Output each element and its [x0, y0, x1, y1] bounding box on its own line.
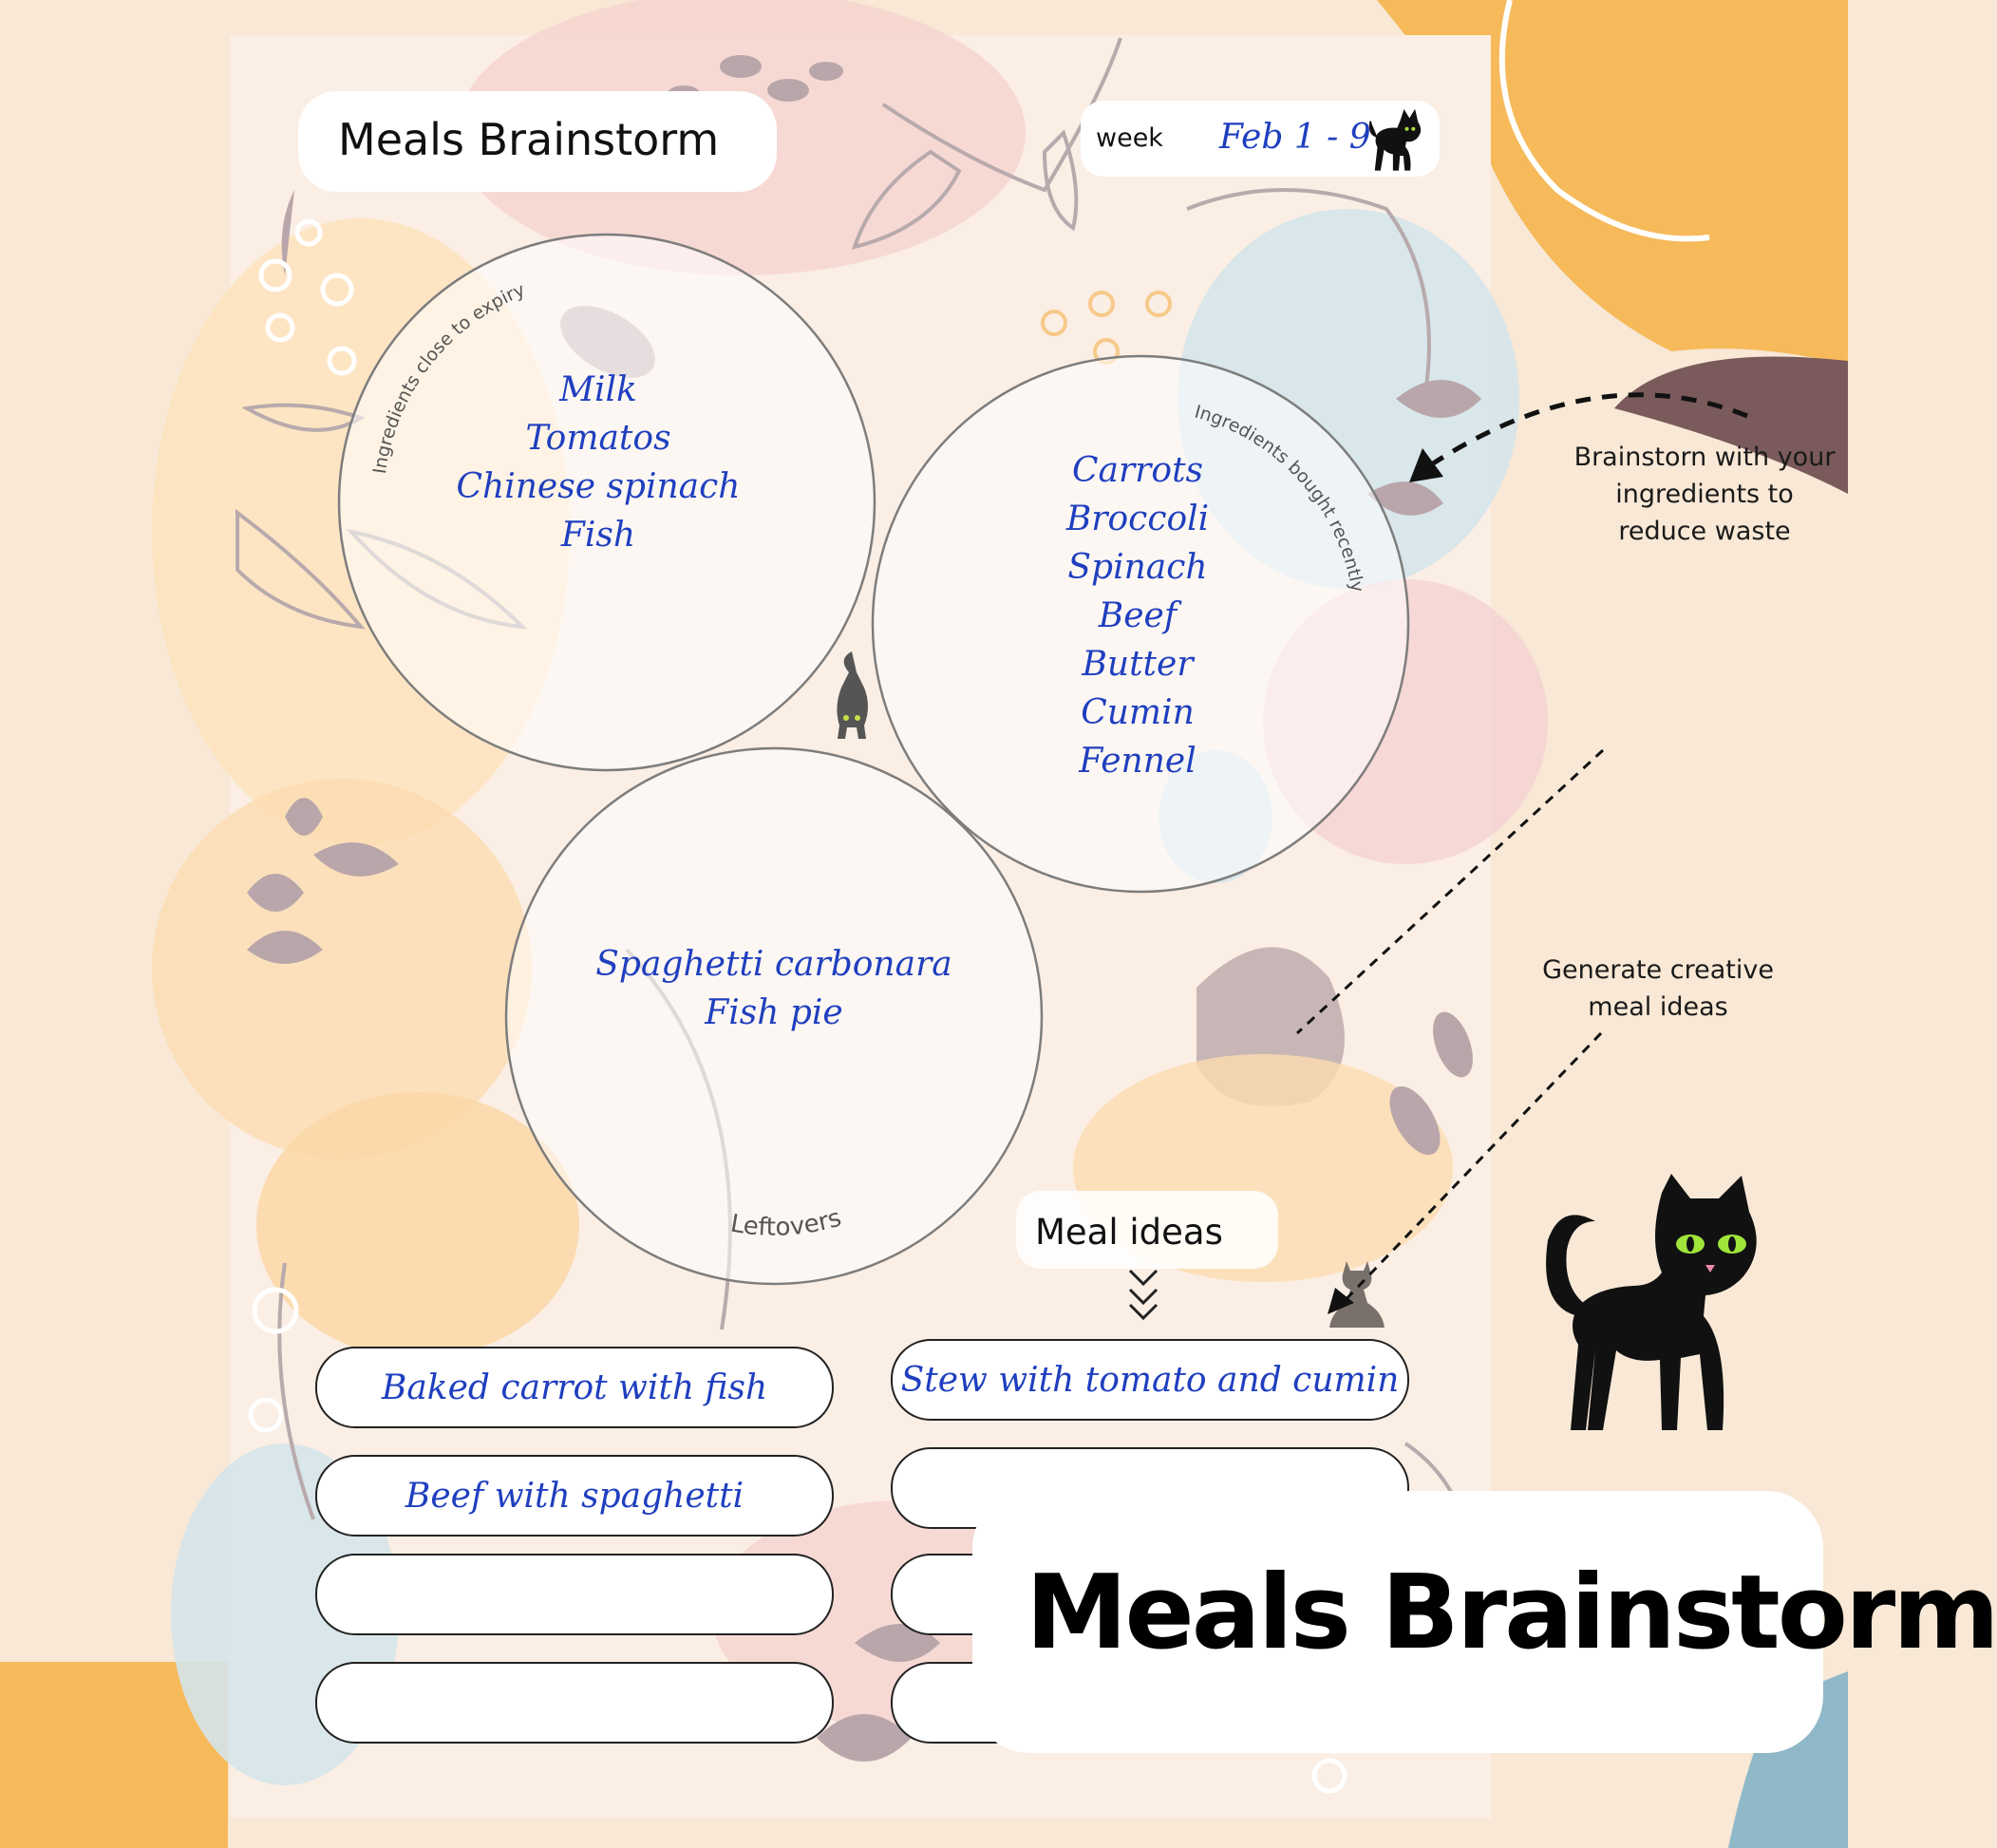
meal-idea-left-3[interactable]: [315, 1554, 834, 1635]
expiry-items: [456, 366, 741, 559]
list-item[interactable]: Fennel: [1079, 742, 1196, 781]
expiry-circle-label: Ingredients close to expiry: [368, 279, 528, 476]
brainstorm-note: Brainstorn with your ingredients to reduce waste: [1573, 443, 1836, 546]
list-item[interactable]: Fish pie: [705, 993, 843, 1032]
meal-idea-left-1[interactable]: Baked carrot with fish: [315, 1347, 834, 1428]
list-item[interactable]: Milk: [559, 370, 637, 409]
leftovers-circle-label: Leftovers: [728, 1203, 845, 1242]
recent-items: [995, 446, 1280, 785]
leftovers-items: [584, 940, 964, 1037]
meal-idea-left-4[interactable]: [315, 1662, 834, 1744]
small-cat-icon: [828, 650, 876, 741]
banner-title: Meals Brainstorm: [1026, 1554, 1997, 1672]
banner: [972, 1491, 1997, 1753]
cat-icon: [1366, 108, 1430, 173]
list-item[interactable]: Carrots: [1071, 451, 1204, 490]
list-item[interactable]: Broccoli: [1065, 500, 1210, 538]
list-item[interactable]: Fish: [560, 516, 636, 555]
page-title: Meals Brainstorm: [338, 114, 720, 165]
list-item[interactable]: Cumin: [1081, 693, 1195, 732]
header-title-box: [298, 91, 777, 192]
list-item[interactable]: Spaghetti carbonara: [595, 945, 952, 984]
black-cat-illustration: [1529, 1174, 1776, 1440]
week-label: week: [1096, 123, 1163, 153]
week-value[interactable]: Feb 1 - 9: [1219, 118, 1371, 157]
recent-circle-label: Ingredients bought recently: [1192, 401, 1368, 594]
meal-ideas-box: [1016, 1191, 1278, 1269]
chevron-down-icon: [1126, 1267, 1160, 1320]
list-item[interactable]: Spinach: [1067, 548, 1208, 587]
meal-idea-left-2[interactable]: Beef with spaghetti: [315, 1455, 834, 1537]
week-box: [1081, 101, 1440, 177]
list-item[interactable]: Butter: [1082, 645, 1194, 684]
list-item[interactable]: Chinese spinach: [456, 467, 741, 506]
list-item[interactable]: Tomatos: [525, 419, 671, 458]
generate-note: Generate creative meal ideas: [1542, 955, 1774, 1022]
meal-idea-right-1[interactable]: Stew with tomato and cumin: [891, 1339, 1409, 1421]
meal-ideas-title: Meal ideas: [1035, 1212, 1223, 1253]
list-item[interactable]: Beef: [1098, 596, 1177, 635]
